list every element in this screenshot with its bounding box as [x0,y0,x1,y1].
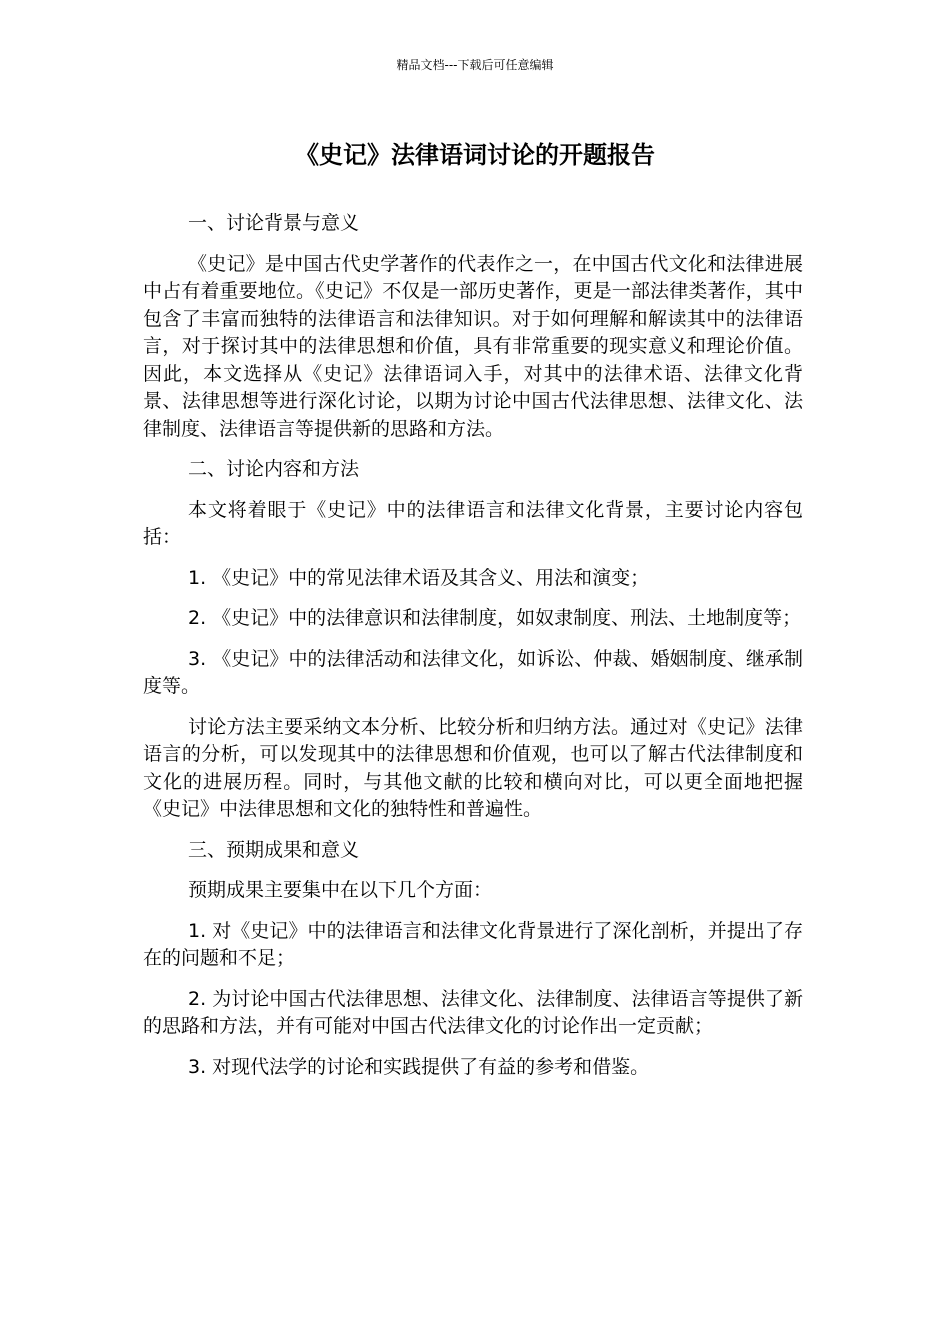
section-heading-content-methods: 二、讨论内容和方法 [188,458,360,480]
document-body [143,210,803,1094]
document-title: 《史记》法律语词讨论的开题报告 [295,141,655,169]
header-note: 精品文档---下载后可任意编辑 [396,58,554,72]
paragraph-methods: 讨论方法主要采纳文本分析、比较分析和归纳方法。通过对《史记》法律语言的分析，可以发现其中的法律思想和价值观，也可以了解古代法律制度和文化的进展历程。同时，与其他文献的比较和横向对比，可以更全面地把握《史记》中法律思想和文化的独特性和普遍性。 [143,715,803,820]
paragraph-background: 《史记》是中国古代史学著作的代表作之一，在中国古代文化和法律进展中占有着重要地位。《史记》不仅是一部历史著作，更是一部法律类著作，其中包含了丰富而独特的法律语言和法律知识。对于如何理解和解读其中的法律语言，对于探讨其中的法律思想和价值，具有非常重要的现实意义和理论价值。因此，本文选择从《史记》法律语词入手，对其中的法律术语、法律文化背景、法律思想等进行深化讨论，以期为讨论中国古代法律思想、法律文化、法律制度、法律语言等提供新的思路和方法。 [143,252,803,440]
list-item-outcome-1: 1. 对《史记》中的法律语言和法律文化背景进行了深化剖析，并提出了存在的问题和不足； [143,919,803,969]
list-item-content-1: 1. 《史记》中的常见法律术语及其含义、用法和演变； [188,566,650,589]
list-item-outcome-3: 3. 对现代法学的讨论和实践提供了有益的参考和借鉴。 [188,1055,650,1078]
section-heading-outcomes: 三、预期成果和意义 [188,838,360,861]
paragraph-content-intro: 本文将着眼于《史记》中的法律语言和法律文化背景，主要讨论内容包括： [143,498,803,548]
list-item-content-3: 3. 《史记》中的法律活动和法律文化，如诉讼、仲裁、婚姻制度、继承制度等。 [143,647,803,697]
list-item-content-2: 2. 《史记》中的法律意识和法律制度，如奴隶制度、刑法、土地制度等； [188,607,802,629]
section-heading-background: 一、讨论背景与意义 [188,212,360,234]
list-item-outcome-2: 2. 为讨论中国古代法律思想、法律文化、法律制度、法律语言等提供了新的思路和方法，并有可能对中国古代法律文化的讨论作出一定贡献； [143,987,803,1037]
paragraph-outcomes-intro: 预期成果主要集中在以下几个方面： [188,879,493,901]
